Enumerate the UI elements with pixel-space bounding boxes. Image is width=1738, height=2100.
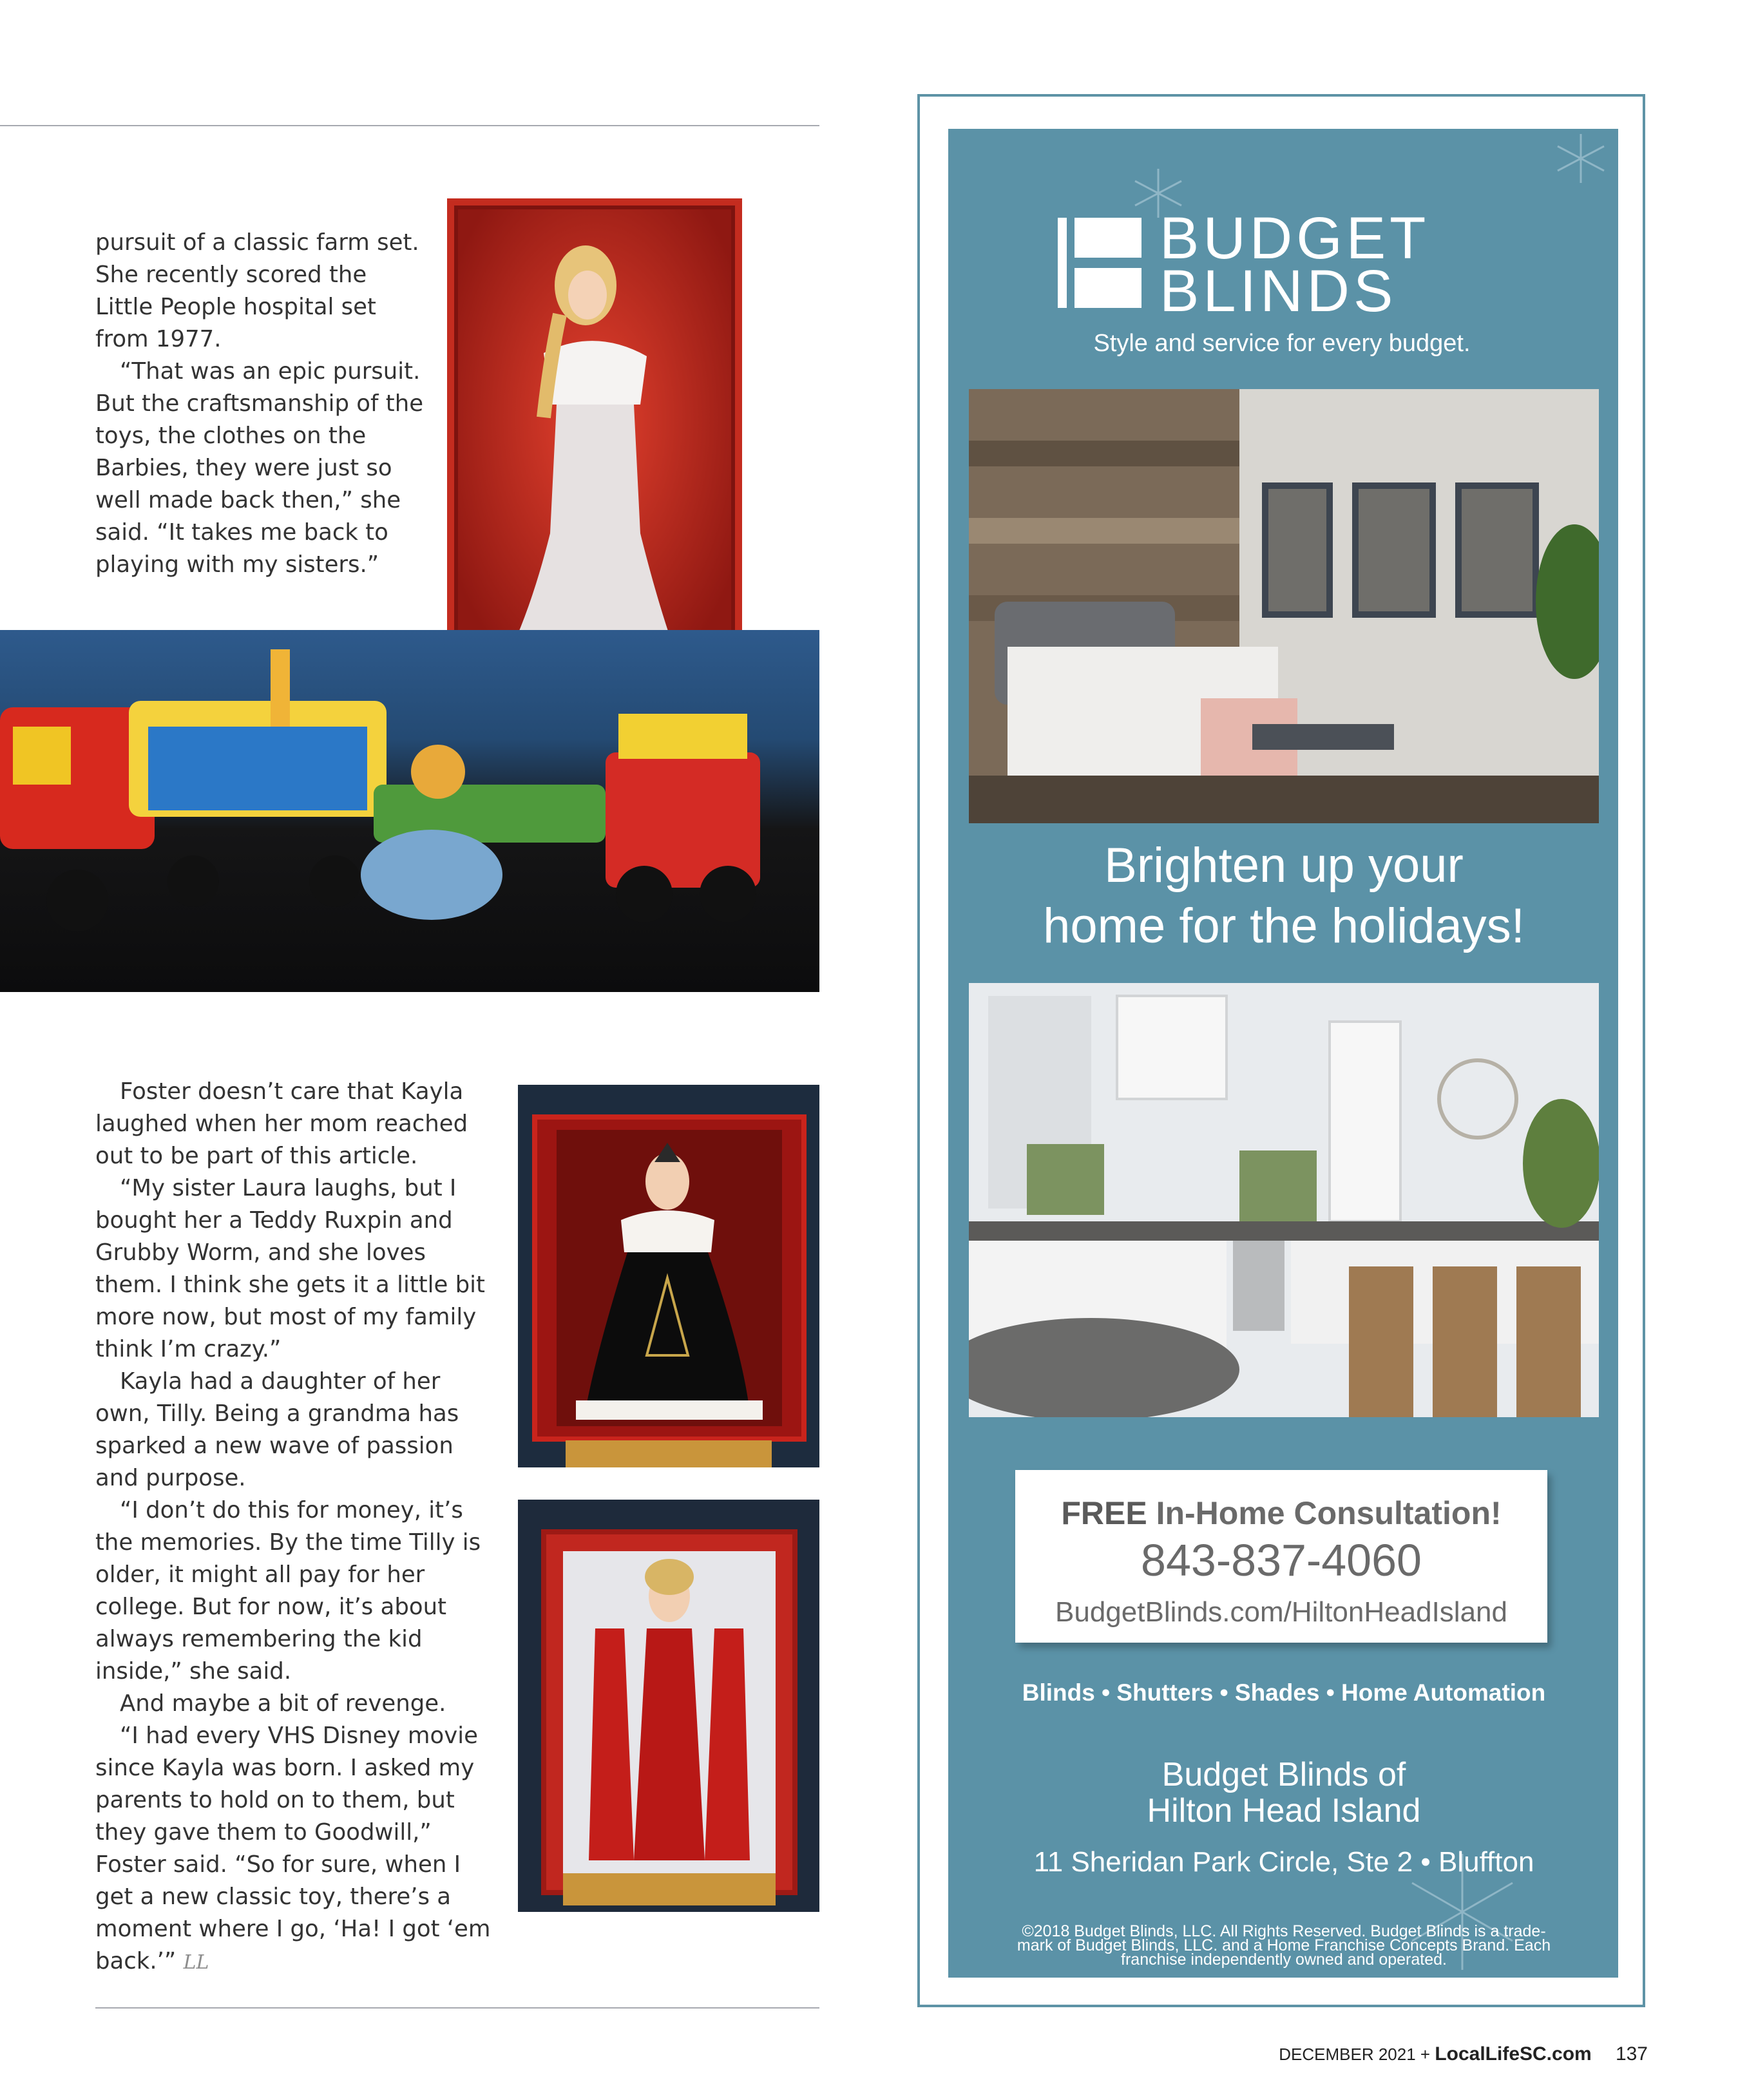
issue-date: DECEMBER 2021 xyxy=(1279,2045,1416,2064)
legal-line3: franchise independently owned and operated. xyxy=(1121,1951,1447,1969)
barbie-white-gown-photo xyxy=(447,198,742,688)
barbie-black-gown-photo xyxy=(518,1085,819,1467)
consultation-label: In-Home Consultation! xyxy=(1156,1495,1502,1531)
article-paragraph: Foster doesn’t care that Kayla laughed when her mom reached out to be part of this article. xyxy=(95,1078,468,1169)
bedroom-photo xyxy=(969,389,1599,823)
article-text-bottom xyxy=(95,1076,491,1979)
consultation-box xyxy=(1015,1470,1547,1643)
page-number: 137 xyxy=(1615,2043,1648,2065)
signature-mark: LL xyxy=(183,1951,209,1974)
ad-headline-line1: Brighten up your xyxy=(1104,838,1464,893)
address: 11 Sheridan Park Circle, Ste 2 • Bluffton xyxy=(1033,1846,1534,1878)
article-paragraph-final xyxy=(95,1720,491,1979)
brand-name-line2: BLINDS xyxy=(1160,258,1397,324)
free-label: FREE xyxy=(1061,1495,1147,1531)
article-paragraph: “I don’t do this for money, it’s the memories. By the time Tilly is older, it might all pay for her college. But for now, it’s about always remembering the kid inside,” she said. xyxy=(95,1497,481,1685)
article-text-top xyxy=(95,227,430,581)
location-line2: Hilton Head Island xyxy=(1147,1792,1421,1829)
article-paragraph: Kayla had a daughter of her own, Tilly. Being a grandma has sparked a new wave of passion and purpose. xyxy=(95,1368,459,1491)
barbie-red-gown-photo xyxy=(518,1500,819,1912)
phone-number[interactable]: 843-837-4060 xyxy=(1141,1535,1422,1585)
page-footer xyxy=(1279,2043,1648,2065)
consultation-line xyxy=(1015,1494,1547,1532)
site-name[interactable]: LocalLifeSC.com xyxy=(1435,2043,1592,2065)
brand-name-line1: BUDGET xyxy=(1160,205,1430,271)
budget-blinds-logo-mark xyxy=(1058,218,1141,308)
bottom-rule xyxy=(95,2007,819,2009)
article-paragraph: pursuit of a classic farm set. She recently scored the Little People hospital set from 1977. xyxy=(95,229,419,352)
legal-line2: mark of Budget Blinds, LLC. and a Home Franchise Concepts Brand. Each xyxy=(1017,1936,1551,1954)
website-link[interactable]: BudgetBlinds.com/HiltonHeadIsland xyxy=(1055,1596,1507,1628)
article-paragraph: And maybe a bit of revenge. xyxy=(120,1690,446,1717)
toy-train-photo xyxy=(0,630,819,992)
article-paragraph: “My sister Laura laughs, but I bought her a Teddy Ruxpin and Grubby Worm, and she loves them. I think she gets it a little bit more now, but most of my family think I’m crazy.” xyxy=(95,1175,485,1362)
legal-line1: ©2018 Budget Blinds, LLC. All Rights Reserved. Budget Blinds is a trade- xyxy=(1022,1922,1546,1940)
snowflake-icon xyxy=(1554,131,1608,186)
footer-separator: + xyxy=(1420,2045,1431,2064)
article-paragraph: “That was an epic pursuit. But the craftsmanship of the toys, the clothes on the Barbies, they were just so well made back then,” she said. “It takes me back to playing with my sisters.” xyxy=(95,358,424,578)
top-rule xyxy=(0,125,819,126)
kitchen-photo xyxy=(969,983,1599,1417)
location-line1: Budget Blinds of xyxy=(1161,1756,1406,1793)
brand-tagline: Style and service for every budget. xyxy=(1093,330,1471,357)
ad-headline-line2: home for the holidays! xyxy=(1043,899,1525,953)
services-list: Blinds • Shutters • Shades • Home Automation xyxy=(1022,1679,1546,1706)
article-final-text: “I had every VHS Disney movie since Kayla was born. I asked my parents to hold on to them, but they gave them to Goodwill,” Foster said. “So for sure, when I get a new classic toy, there’s a moment where I go, ‘Ha! I got ‘em back.’” xyxy=(95,1723,491,1974)
